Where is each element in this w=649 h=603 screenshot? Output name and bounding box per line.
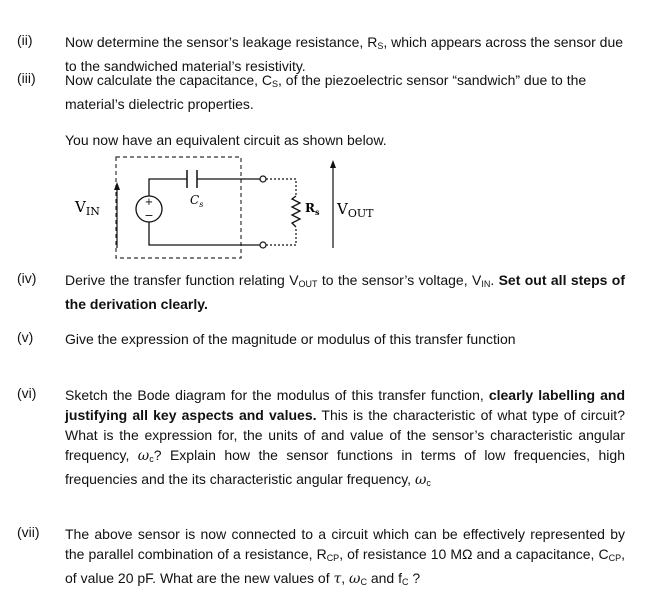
leakage-resistor <box>292 196 300 227</box>
question-number: (vi) <box>17 385 37 401</box>
rs-label: $R_s$ <box>305 201 320 217</box>
question-text: Give the expression of the magnitude or modulus of this transfer function <box>65 331 516 347</box>
output-terminal <box>260 176 266 182</box>
vout-arrowhead <box>330 160 336 168</box>
question-text: Sketch the Bode diagram for the modulus of this transfer function, clearly labelling and justifying all key aspects and values. This is the characteristic of what type of circuit? What is the expression for, the units of and value of the sensor’s characteristic angular frequency, $\omega_c$? Explain how the sensor functions in terms of low frequencies, high frequencies and the its characteristic angular frequency, $\omega_c$ <box>65 387 626 488</box>
source-minus-sign: − <box>144 209 154 222</box>
question-text: The above sensor is now connected to a circuit which can be effectively represented by the parallel combination of a resistance, $R_{CP}$, of resistance 10 MΩ and a capacitance, $C_{CP}$, of value 20 pF. What are the new values of τ, $\omega_C$ and $f_C$ ? <box>65 526 625 587</box>
vin-arrowhead <box>114 182 120 190</box>
source-plus-sign: + <box>144 197 154 208</box>
question-number: (iv) <box>17 270 37 286</box>
question-number: (v) <box>17 329 34 345</box>
question-number: (ii) <box>17 32 33 48</box>
question-text: Now calculate the capacitance, $C_S$, of the piezoelectric sensor “sandwich” due to the material’s dielectric properties. <box>65 72 587 112</box>
equivalent-circuit-diagram <box>70 148 390 273</box>
question-number: (iii) <box>17 70 36 86</box>
vout-label: $V_{OUT}$ <box>337 200 374 220</box>
vin-label: $V_{IN}$ <box>75 198 100 218</box>
circuit-wires <box>149 179 260 245</box>
output-terminal <box>260 242 266 248</box>
cs-label: $C_s$ <box>190 193 204 209</box>
sensor-boundary-box <box>116 157 241 258</box>
question-text: Now determine the sensor’s leakage resistance, $R_S$, which appears across the sensor due to the sandwiched material’s resistivity. <box>65 34 624 74</box>
question-text: Derive the transfer function relating $V_{OUT}$ to the sensor’s voltage, $V_{IN}$. Set out all steps of the derivation clearly. <box>65 272 625 312</box>
external-wires <box>266 179 296 245</box>
question-number: (vii) <box>17 524 40 540</box>
